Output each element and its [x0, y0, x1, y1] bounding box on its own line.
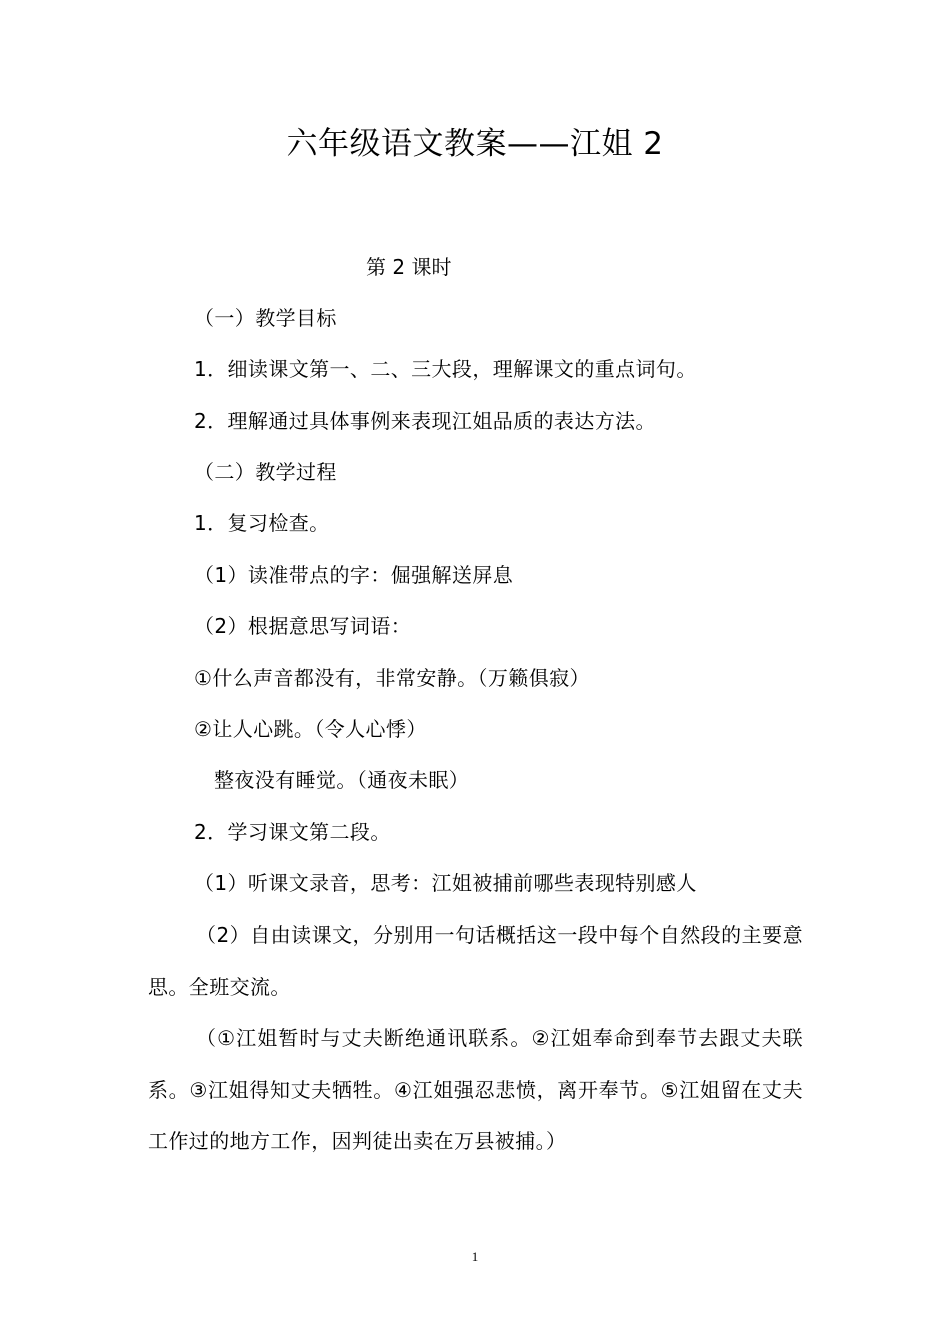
paragraph-summary-task: （2）自由读课文，分别用一句话概括这一段中每个自然段的主要意思。全班交流。: [148, 923, 803, 999]
process-substep: （1）听课文录音，思考：江姐被捕前哪些表现特别感人: [194, 871, 697, 895]
section-heading-process: （二）教学过程: [194, 460, 337, 484]
process-substep: （2）根据意思写词语：: [194, 614, 412, 638]
process-step: 2．学习课文第二段。: [194, 820, 391, 844]
section-heading-objectives: （一）教学目标: [194, 306, 337, 330]
page-number: 1: [471, 1249, 479, 1264]
objective-item: 2．理解通过具体事例来表现江姐品质的表达方法。: [194, 409, 656, 433]
vocab-item: ②让人心跳。（令人心悸）: [194, 717, 427, 741]
lesson-period: 第 2 课时: [366, 255, 452, 279]
paragraph-summary-answer: （①江姐暂时与丈夫断绝通讯联系。②江姐奉命到奉节去跟丈夫联系。③江姐得知丈夫牺牲。④江姐强忍悲愤，离开奉节。⑤江姐留在丈夫工作过的地方工作，因判徒出卖在万县被捕。）: [148, 1026, 803, 1153]
objective-item: 1．细读课文第一、二、三大段，理解课文的重点词句。: [194, 357, 697, 381]
vocab-item: 整夜没有睡觉。（通夜未眠）: [214, 768, 470, 792]
process-substep: （1）读准带点的字：倔强解送屏息: [194, 563, 514, 587]
process-step: 1．复习检查。: [194, 511, 330, 535]
document-title: 六年级语文教案——江姐 2: [286, 126, 664, 162]
vocab-item: ①什么声音都没有，非常安静。（万籁俱寂）: [194, 666, 590, 690]
